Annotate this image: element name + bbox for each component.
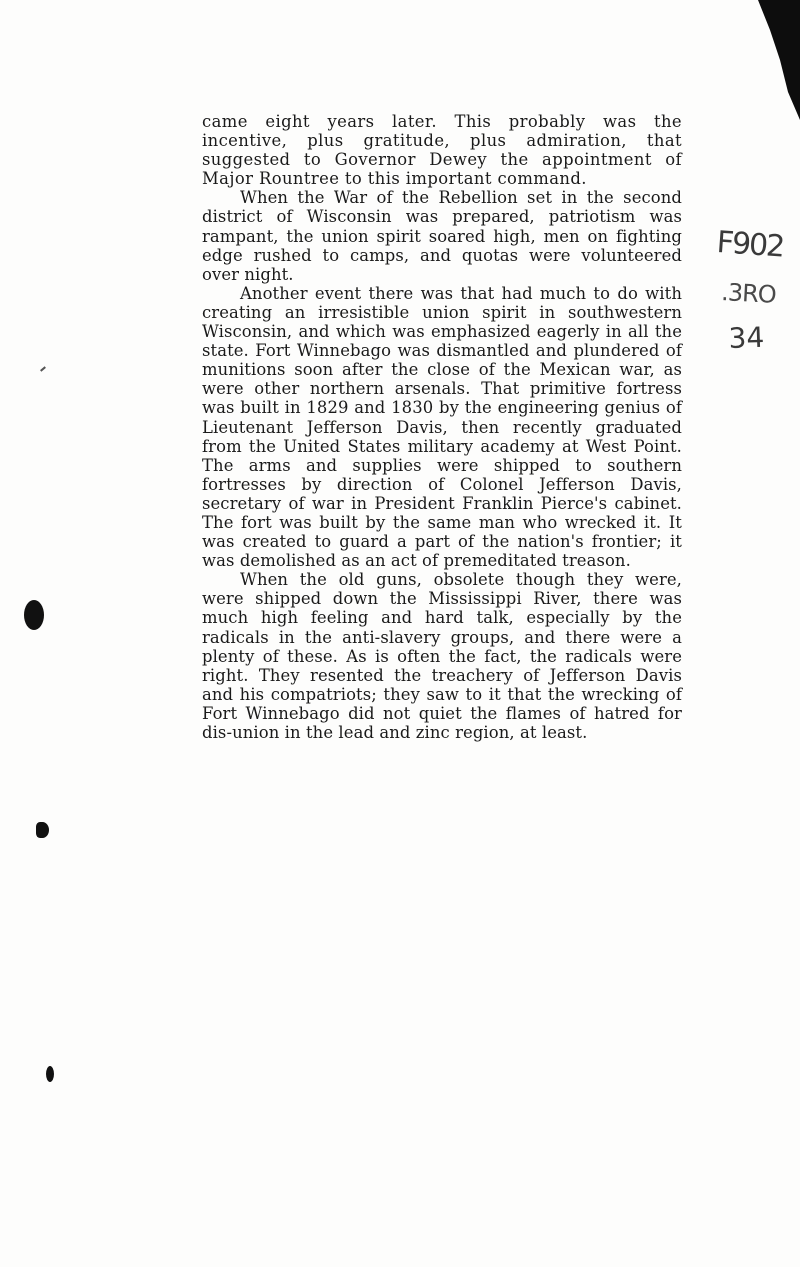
handwritten-note-3ro: .3RO — [720, 278, 777, 309]
handwritten-note-f902: F902 — [715, 225, 785, 265]
paragraph-2: When the War of the Rebellion set in the second district of Wisconsin was prepared, patriotism was rampant, the union spirit soared high, men on fighting edge rushed to camps, and quotas were volunteered over night. — [202, 188, 682, 284]
paragraph-4: When the old guns, obsolete though they were, were shipped down the Mississippi River, there was much high feeling and hard talk, especially by the radicals in the anti-slavery groups, and there were a plenty of these. As is often the fact, the radicals were right. They resented the treachery of Jefferson Davis and his compatriots; they saw to it that the wrecking of Fort Winnebago did not quiet the flames of hatred for dis-union in the lead and zinc region, at least. — [202, 570, 682, 742]
paragraph-1: came eight years later. This probably was the incentive, plus gratitude, plus admiration, that suggested to Governor Dewey the appointment of Major Rountree to this important command. — [202, 112, 682, 189]
margin-mark — [40, 366, 46, 371]
binding-hole-bottom — [46, 1066, 54, 1082]
binding-hole-top — [24, 600, 44, 630]
handwritten-note-34: 34 — [728, 320, 765, 355]
page-edge-shadow — [740, 0, 800, 120]
paragraph-3: Another event there was that had much to do with creating an irresistible union spirit in southwestern Wisconsin, and which was emphasized eagerly in all the state. Fort Winnebago was dismantled and plundered of munitions soon after the close of the Mexican war, as were other northern arsenals. That primitive fortress was built in 1829 and 1830 by the engineering genius of Lieutenant Jefferson Davis, then recently graduated from the United States military academy at West Point. The arms and supplies were shipped to southern fortresses by direction of Colonel Jefferson Davis, secretary of war in President Franklin Pierce's cabinet. The fort was built by the same man who wrecked it. It was created to guard a part of the nation's frontier; it was demolished as an act of premeditated treason. — [202, 283, 682, 571]
binding-hole-middle — [36, 822, 49, 838]
body-text — [202, 112, 682, 742]
